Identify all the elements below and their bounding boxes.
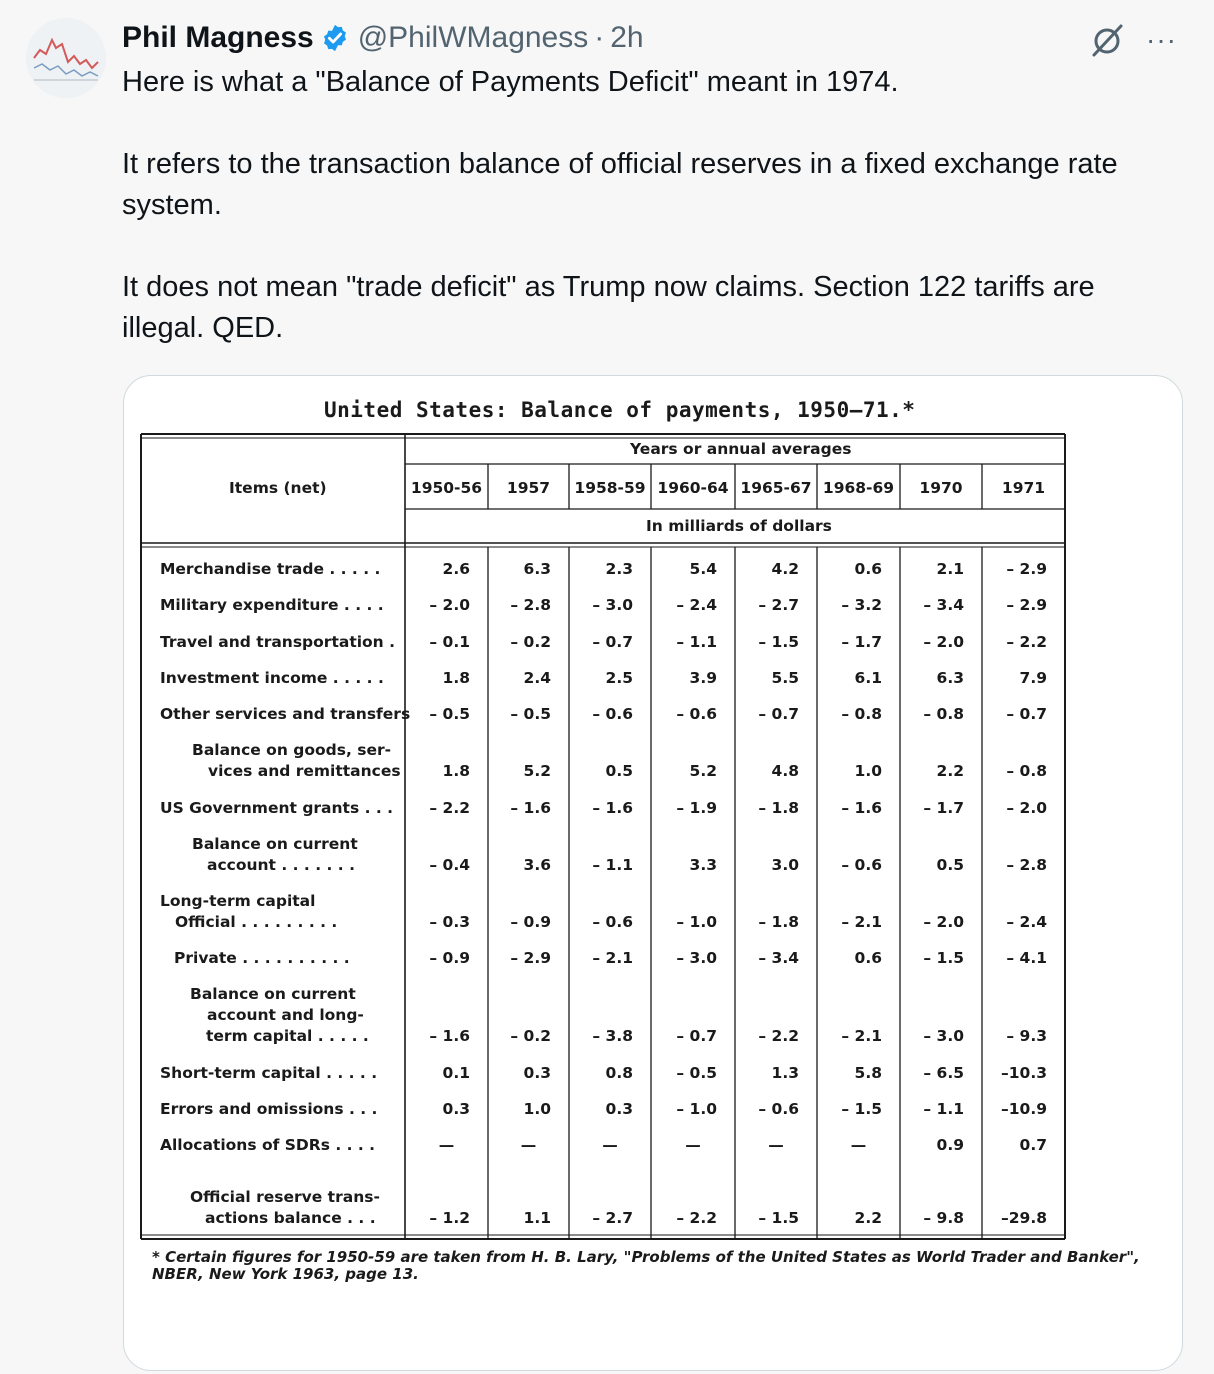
- table-cell: – 2.7: [758, 596, 799, 614]
- table-cell: – 1.7: [841, 633, 882, 651]
- table-cell: – 0.4: [429, 856, 470, 874]
- table-cell: 2.3: [605, 560, 633, 578]
- row-label: Short-term capital . . . . .: [160, 1064, 378, 1082]
- row-label: Private . . . . . . . . . .: [174, 949, 350, 967]
- table-cell: – 3.0: [676, 949, 717, 967]
- table-cell: 4.2: [771, 560, 799, 578]
- table-cell: 2.6: [442, 560, 470, 578]
- row-label: Merchandise trade . . . . .: [160, 560, 381, 578]
- tweet-paragraph-1: Here is what a "Balance of Payments Deficit" meant in 1974.: [122, 66, 899, 98]
- table-cell: – 1.8: [758, 799, 799, 817]
- table-cell: –29.8: [1001, 1209, 1047, 1227]
- table-cell: 5.2: [523, 762, 551, 780]
- table-cell: 6.1: [854, 669, 882, 687]
- column-header: 1971: [1001, 479, 1046, 497]
- table-cell: – 3.0: [592, 596, 633, 614]
- table-cell: 1.0: [523, 1100, 551, 1118]
- table-cell: – 2.0: [923, 633, 964, 651]
- table-cell: – 0.7: [592, 633, 633, 651]
- table-cell: – 2.2: [1006, 633, 1047, 651]
- table-cell: 2.1: [936, 560, 964, 578]
- table-cell: 3.6: [523, 856, 551, 874]
- table-cell: 0.6: [854, 560, 882, 578]
- table-cell: 0.3: [605, 1100, 633, 1118]
- table-cell: – 0.7: [758, 705, 799, 723]
- items-header: Items (net): [229, 479, 327, 497]
- table-cell: – 1.5: [841, 1100, 882, 1118]
- table-cell: 6.3: [523, 560, 551, 578]
- table-cell: – 1.1: [592, 856, 633, 874]
- table-cell: – 2.4: [676, 596, 717, 614]
- column-header: 1957: [506, 479, 551, 497]
- table-cell: 3.3: [689, 856, 717, 874]
- table-cell: – 2.9: [510, 949, 551, 967]
- table-cell: – 2.0: [429, 596, 470, 614]
- previous-tweet-strip: [0, 0, 1214, 8]
- row-label: Balance on current: [190, 985, 356, 1003]
- table-cell: – 0.8: [923, 705, 964, 723]
- table-cell: 0.9: [936, 1136, 964, 1154]
- table-cell: 1.1: [523, 1209, 551, 1227]
- table-cell: – 1.6: [592, 799, 633, 817]
- grok-icon[interactable]: [1088, 22, 1126, 60]
- table-cell: – 0.8: [1006, 762, 1047, 780]
- table-cell: 5.2: [689, 762, 717, 780]
- table-cell: – 2.9: [1006, 596, 1047, 614]
- table-cell: —: [685, 1136, 701, 1154]
- row-label: Military expenditure . . . .: [160, 596, 384, 614]
- table-cell: – 0.1: [429, 633, 470, 651]
- table-cell: – 0.9: [429, 949, 470, 967]
- row-label: Investment income . . . . .: [160, 669, 384, 687]
- years-header: Years or annual averages: [630, 440, 852, 458]
- table-cell: – 0.9: [510, 913, 551, 931]
- table-cell: – 2.0: [1006, 799, 1047, 817]
- table-cell: – 0.6: [758, 1100, 799, 1118]
- table-cell: 6.3: [936, 669, 964, 687]
- table-cell: —: [602, 1136, 618, 1154]
- table-cell: – 2.0: [923, 913, 964, 931]
- table-cell: –10.3: [1001, 1064, 1047, 1082]
- table-cell: 4.8: [771, 762, 799, 780]
- table-cell: – 9.8: [923, 1209, 964, 1227]
- tweet-paragraph-3: It does not mean "trade deficit" as Trump now claims. Section 122 tariffs are illegal. QED.: [122, 271, 1095, 344]
- table-cell: – 2.2: [676, 1209, 717, 1227]
- column-header: 1958-59: [574, 479, 646, 497]
- table-cell: – 0.7: [1006, 705, 1047, 723]
- table-cell: 7.9: [1019, 669, 1047, 687]
- table-cell: 0.8: [605, 1064, 633, 1082]
- table-cell: – 1.5: [758, 633, 799, 651]
- table-cell: —: [850, 1136, 867, 1154]
- table-cell: – 2.2: [429, 799, 470, 817]
- table-cell: – 0.5: [429, 705, 470, 723]
- table-cell: 0.1: [442, 1064, 470, 1082]
- table-cell: – 1.2: [429, 1209, 470, 1227]
- table-cell: 2.2: [854, 1209, 882, 1227]
- table-cell: – 0.6: [841, 856, 882, 874]
- row-label: Official reserve trans-: [190, 1188, 380, 1206]
- table-cell: —: [438, 1136, 455, 1154]
- tweet-header: [122, 18, 644, 58]
- row-label: account and long-: [207, 1006, 364, 1024]
- row-label: Balance on goods, ser-: [192, 741, 392, 759]
- table-cell: – 2.7: [592, 1209, 633, 1227]
- tweet-timestamp[interactable]: 2h: [610, 21, 644, 54]
- table-cell: 0.3: [523, 1064, 551, 1082]
- row-label: Official . . . . . . . . .: [175, 913, 338, 931]
- row-label: Allocations of SDRs . . . .: [160, 1136, 376, 1154]
- author-name[interactable]: Phil Magness: [122, 21, 314, 54]
- table-cell: 3.0: [771, 856, 799, 874]
- tweet-text: [122, 62, 1182, 349]
- row-label: Long-term capital: [160, 892, 316, 910]
- table-cell: – 0.6: [676, 705, 717, 723]
- table-cell: – 1.0: [676, 913, 717, 931]
- table-cell: – 3.8: [592, 1027, 633, 1045]
- table-cell: 1.8: [442, 762, 470, 780]
- row-label: Other services and transfers: [160, 705, 411, 723]
- table-cell: – 9.3: [1006, 1027, 1047, 1045]
- table-cell: – 1.6: [510, 799, 551, 817]
- table-cell: – 2.8: [1006, 856, 1047, 874]
- row-label: term capital . . . . .: [206, 1027, 369, 1045]
- table-cell: –10.9: [1001, 1100, 1047, 1118]
- column-header: 1950-56: [410, 479, 483, 497]
- table-cell: – 0.7: [676, 1027, 717, 1045]
- table-cell: – 2.1: [841, 1027, 882, 1045]
- table-cell: – 0.3: [429, 913, 470, 931]
- table-cell: 5.4: [689, 560, 717, 578]
- column-header: 1970: [919, 479, 963, 497]
- table-cell: – 0.8: [841, 705, 882, 723]
- table-cell: – 0.2: [510, 1027, 551, 1045]
- row-label: Travel and transportation .: [160, 633, 396, 651]
- table-cell: – 1.6: [841, 799, 882, 817]
- table-cell: 0.6: [854, 949, 882, 967]
- column-header: 1960-64: [657, 479, 729, 497]
- table-cell: – 1.8: [758, 913, 799, 931]
- table-cell: 5.5: [771, 669, 799, 687]
- table-cell: – 3.4: [758, 949, 799, 967]
- table-cell: – 2.9: [1006, 560, 1047, 578]
- table-cell: – 2.1: [592, 949, 633, 967]
- row-label: actions balance . . .: [205, 1209, 376, 1227]
- attached-image-card[interactable]: [123, 375, 1183, 1371]
- row-label: Errors and omissions . . .: [160, 1100, 378, 1118]
- author-handle[interactable]: @PhilWMagness: [357, 21, 589, 54]
- table-cell: 5.8: [854, 1064, 882, 1082]
- table-cell: 1.3: [771, 1064, 799, 1082]
- table-cell: – 3.4: [923, 596, 964, 614]
- document-footnote: * Certain figures for 1950-59 are taken from H. B. Lary, "Problems of the United States as World Trader and Banker", NBER, New York 1963, page 13.: [152, 1248, 1140, 1283]
- header-separator: ·: [594, 21, 605, 54]
- table-cell: —: [520, 1136, 537, 1154]
- verified-badge-icon: [320, 23, 350, 53]
- table-cell: 0.3: [442, 1100, 470, 1118]
- avatar-chart-image: [26, 18, 106, 98]
- table-cell: – 2.1: [841, 913, 882, 931]
- table-cell: 2.5: [605, 669, 633, 687]
- table-cell: – 3.2: [841, 596, 882, 614]
- document-title: United States: Balance of payments, 1950–71.*: [324, 398, 916, 422]
- column-header: 1968-69: [822, 479, 895, 497]
- table-cell: – 2.2: [758, 1027, 799, 1045]
- table-cell: – 1.9: [676, 799, 717, 817]
- more-options-icon[interactable]: ···: [1146, 24, 1177, 55]
- row-label: US Government grants . . .: [160, 799, 394, 817]
- table-cell: 1.0: [854, 762, 882, 780]
- row-label: account . . . . . . .: [207, 856, 355, 874]
- table-cell: – 1.6: [429, 1027, 470, 1045]
- table-cell: 0.5: [605, 762, 633, 780]
- table-cell: – 1.0: [676, 1100, 717, 1118]
- row-label: Balance on current: [192, 835, 358, 853]
- table-cell: – 0.5: [676, 1064, 717, 1082]
- table-cell: 1.8: [442, 669, 470, 687]
- table-cell: – 0.6: [592, 705, 633, 723]
- table-cell: – 0.2: [510, 633, 551, 651]
- table-cell: 2.4: [523, 669, 551, 687]
- table-cell: – 1.1: [923, 1100, 964, 1118]
- table-cell: – 0.5: [510, 705, 551, 723]
- table-cell: – 4.1: [1006, 949, 1047, 967]
- table-cell: 0.5: [936, 856, 964, 874]
- row-label: vices and remittances: [208, 762, 401, 780]
- table-cell: – 6.5: [923, 1064, 964, 1082]
- table-cell: 0.7: [1019, 1136, 1047, 1154]
- table-cell: —: [768, 1136, 784, 1154]
- table-cell: – 0.6: [592, 913, 633, 931]
- table-cell: – 2.8: [510, 596, 551, 614]
- table-cell: – 3.0: [923, 1027, 964, 1045]
- table-cell: – 1.7: [923, 799, 964, 817]
- table-cell: 3.9: [689, 669, 717, 687]
- table-cell: – 1.1: [676, 633, 717, 651]
- column-header: 1965-67: [740, 479, 812, 497]
- table-cell: 2.2: [936, 762, 964, 780]
- avatar[interactable]: [26, 18, 106, 98]
- table-cell: – 2.4: [1006, 913, 1047, 931]
- units-header: In milliards of dollars: [646, 517, 832, 535]
- table-cell: – 1.5: [923, 949, 964, 967]
- table-cell: – 1.5: [758, 1209, 799, 1227]
- tweet-paragraph-2: It refers to the transaction balance of official reserves in a fixed exchange rate system.: [122, 148, 1118, 221]
